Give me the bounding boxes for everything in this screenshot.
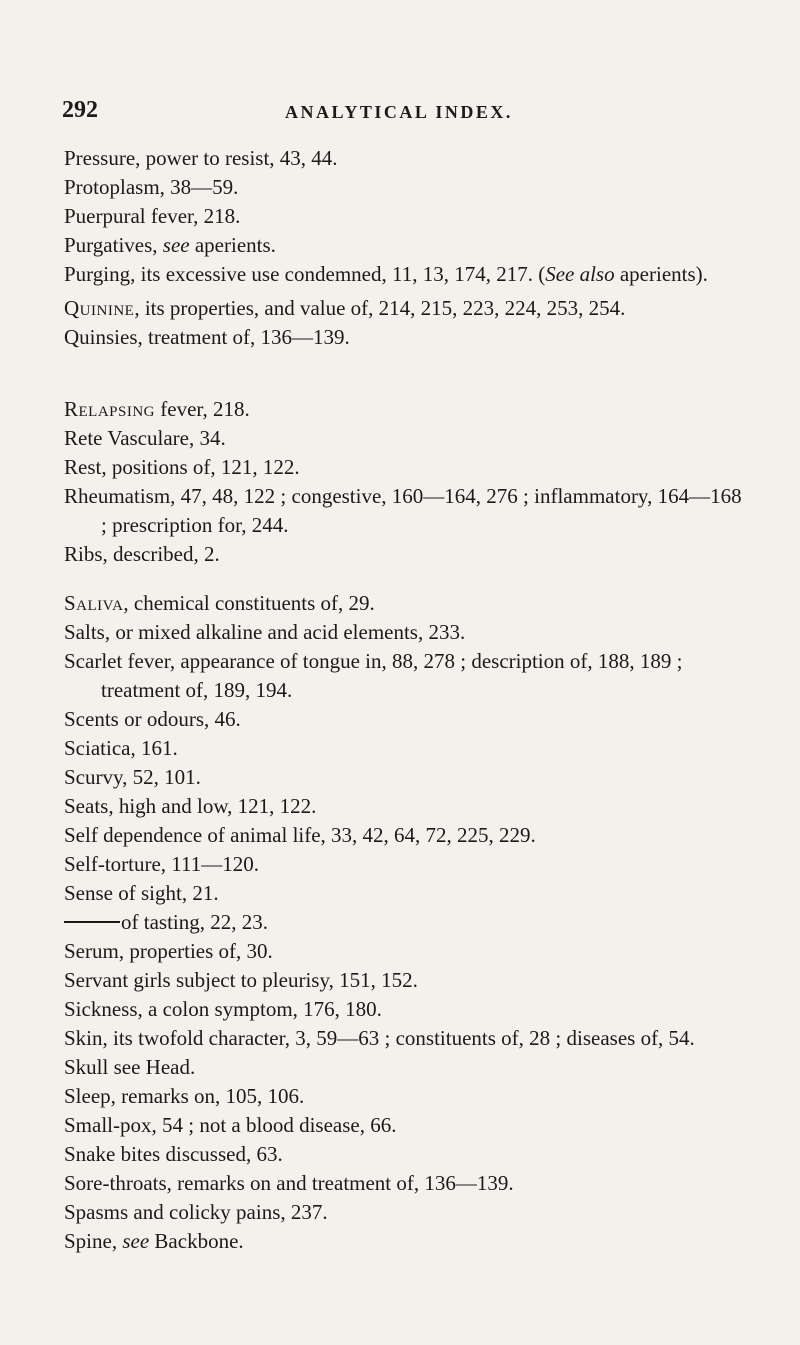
index-entry: [64, 1227, 744, 1256]
page-number: 292: [62, 97, 98, 123]
index-entry-text: Rest, positions of, 121, 122.: [64, 455, 300, 479]
index-entry-text: Saliva: [64, 591, 124, 615]
index-entry-text: Puerpural fever, 218.: [64, 204, 241, 228]
index-entry-text: Quinine: [64, 296, 135, 320]
index-section-p: [64, 144, 744, 289]
index-entry: [64, 879, 744, 908]
index-entry-text: Sense of sight, 21.: [64, 881, 219, 905]
index-entry: [64, 1198, 744, 1227]
index-entry-text: Scents or odours, 46.: [64, 707, 241, 731]
index-entry: [64, 937, 744, 966]
index-entry-text: Purging, its excessive use condemned, 11, 13, 174, 217. (: [64, 262, 546, 286]
index-entry-text: Skull see Head.: [64, 1055, 196, 1079]
index-entry-text: , its properties, and value of, 214, 215, 223, 224, 253, 254.: [134, 296, 626, 320]
index-entry: [64, 260, 744, 289]
index-entry-text: Sore-throats, remarks on and treatment of, 136—139.: [64, 1171, 514, 1195]
index-entry-text: Sickness, a colon symptom, 176, 180.: [64, 997, 382, 1021]
index-entry-text: , chemical constituents of, 29.: [123, 591, 375, 615]
index-entry: [64, 482, 744, 540]
index-entry: [64, 705, 744, 734]
index-entry-text: Relapsing: [64, 397, 156, 421]
index-entry: [64, 647, 744, 705]
index-entry-text: aperients).: [614, 262, 708, 286]
index-entry-text: Self dependence of animal life, 33, 42, 64, 72, 225, 229.: [64, 823, 536, 847]
index-entry: [64, 850, 744, 879]
index-entry: [64, 173, 744, 202]
index-entry: [64, 323, 744, 352]
index-entry: [64, 763, 744, 792]
ditto-dash: [64, 921, 120, 923]
index-entry: [64, 792, 744, 821]
index-section-q: [64, 294, 744, 352]
index-entry-text: Protoplasm, 38—59.: [64, 175, 239, 199]
index-entry-text: Ribs, described, 2.: [64, 542, 220, 566]
index-entry: [64, 1053, 744, 1082]
index-section-r: [64, 395, 744, 569]
index-entry-text: Self-torture, 111—120.: [64, 852, 259, 876]
index-entry: [64, 1169, 744, 1198]
index-entry: [64, 908, 744, 937]
index-entry-text: Seats, high and low, 121, 122.: [64, 794, 317, 818]
index-entry-text: Salts, or mixed alkaline and acid elements, 233.: [64, 620, 466, 644]
index-entry: [64, 1111, 744, 1140]
index-entry: [64, 1024, 744, 1053]
index-entry-text: Servant girls subject to pleurisy, 151, 152.: [64, 968, 418, 992]
index-entry-text: Rete Vasculare, 34.: [64, 426, 226, 450]
index-entry: [64, 202, 744, 231]
index-entry-text: aperients.: [189, 233, 276, 257]
index-entry: [64, 144, 744, 173]
index-entry-text: see: [162, 233, 190, 257]
index-entry-text: Quinsies, treatment of, 136—139.: [64, 325, 350, 349]
index-entry-text: Purgatives,: [64, 233, 163, 257]
index-entry: [64, 395, 744, 424]
index-entry-text: Rheumatism, 47, 48, 122 ; congestive, 160—164, 276 ; inflammatory, 164—168 ; prescription for, 244.: [64, 484, 742, 537]
index-entry: [64, 966, 744, 995]
index-entry: [64, 540, 744, 569]
index-entry: [64, 1140, 744, 1169]
index-entry: [64, 995, 744, 1024]
index-entry: [64, 618, 744, 647]
index-entry-text: see: [122, 1229, 150, 1253]
index-entry-text: fever, 218.: [155, 397, 250, 421]
index-entry-text: Spine,: [64, 1229, 123, 1253]
index-entry-text: Snake bites discussed, 63.: [64, 1142, 283, 1166]
index-entry-text: Scarlet fever, appearance of tongue in, 88, 278 ; description of, 188, 189 ; treatment of, 189, 194.: [64, 649, 683, 702]
index-entry: [64, 231, 744, 260]
index-entry: [64, 453, 744, 482]
index-entry-text: Sciatica, 161.: [64, 736, 178, 760]
index-entry: [64, 734, 744, 763]
index-entry: [64, 294, 744, 323]
index-entry-text: Sleep, remarks on, 105, 106.: [64, 1084, 305, 1108]
index-entry-text: Scurvy, 52, 101.: [64, 765, 201, 789]
running-head: ANALYTICAL INDEX.: [285, 102, 513, 122]
index-entry-text: Backbone.: [149, 1229, 244, 1253]
index-entry-text: Serum, properties of, 30.: [64, 939, 273, 963]
index-entry: [64, 821, 744, 850]
index-entry: [64, 589, 744, 618]
index-entry-text: Spasms and colicky pains, 237.: [64, 1200, 328, 1224]
index-entry: [64, 1082, 744, 1111]
index-entry: [64, 424, 744, 453]
index-entry-text: Small-pox, 54 ; not a blood disease, 66.: [64, 1113, 397, 1137]
index-entry-text: See also: [545, 262, 615, 286]
index-section-s: [64, 589, 744, 1256]
index-entry-text: Pressure, power to resist, 43, 44.: [64, 146, 338, 170]
index-entry-text: of tasting, 22, 23.: [121, 910, 268, 934]
index-entry-text: Skin, its twofold character, 3, 59—63 ; constituents of, 28 ; diseases of, 54.: [64, 1026, 695, 1050]
